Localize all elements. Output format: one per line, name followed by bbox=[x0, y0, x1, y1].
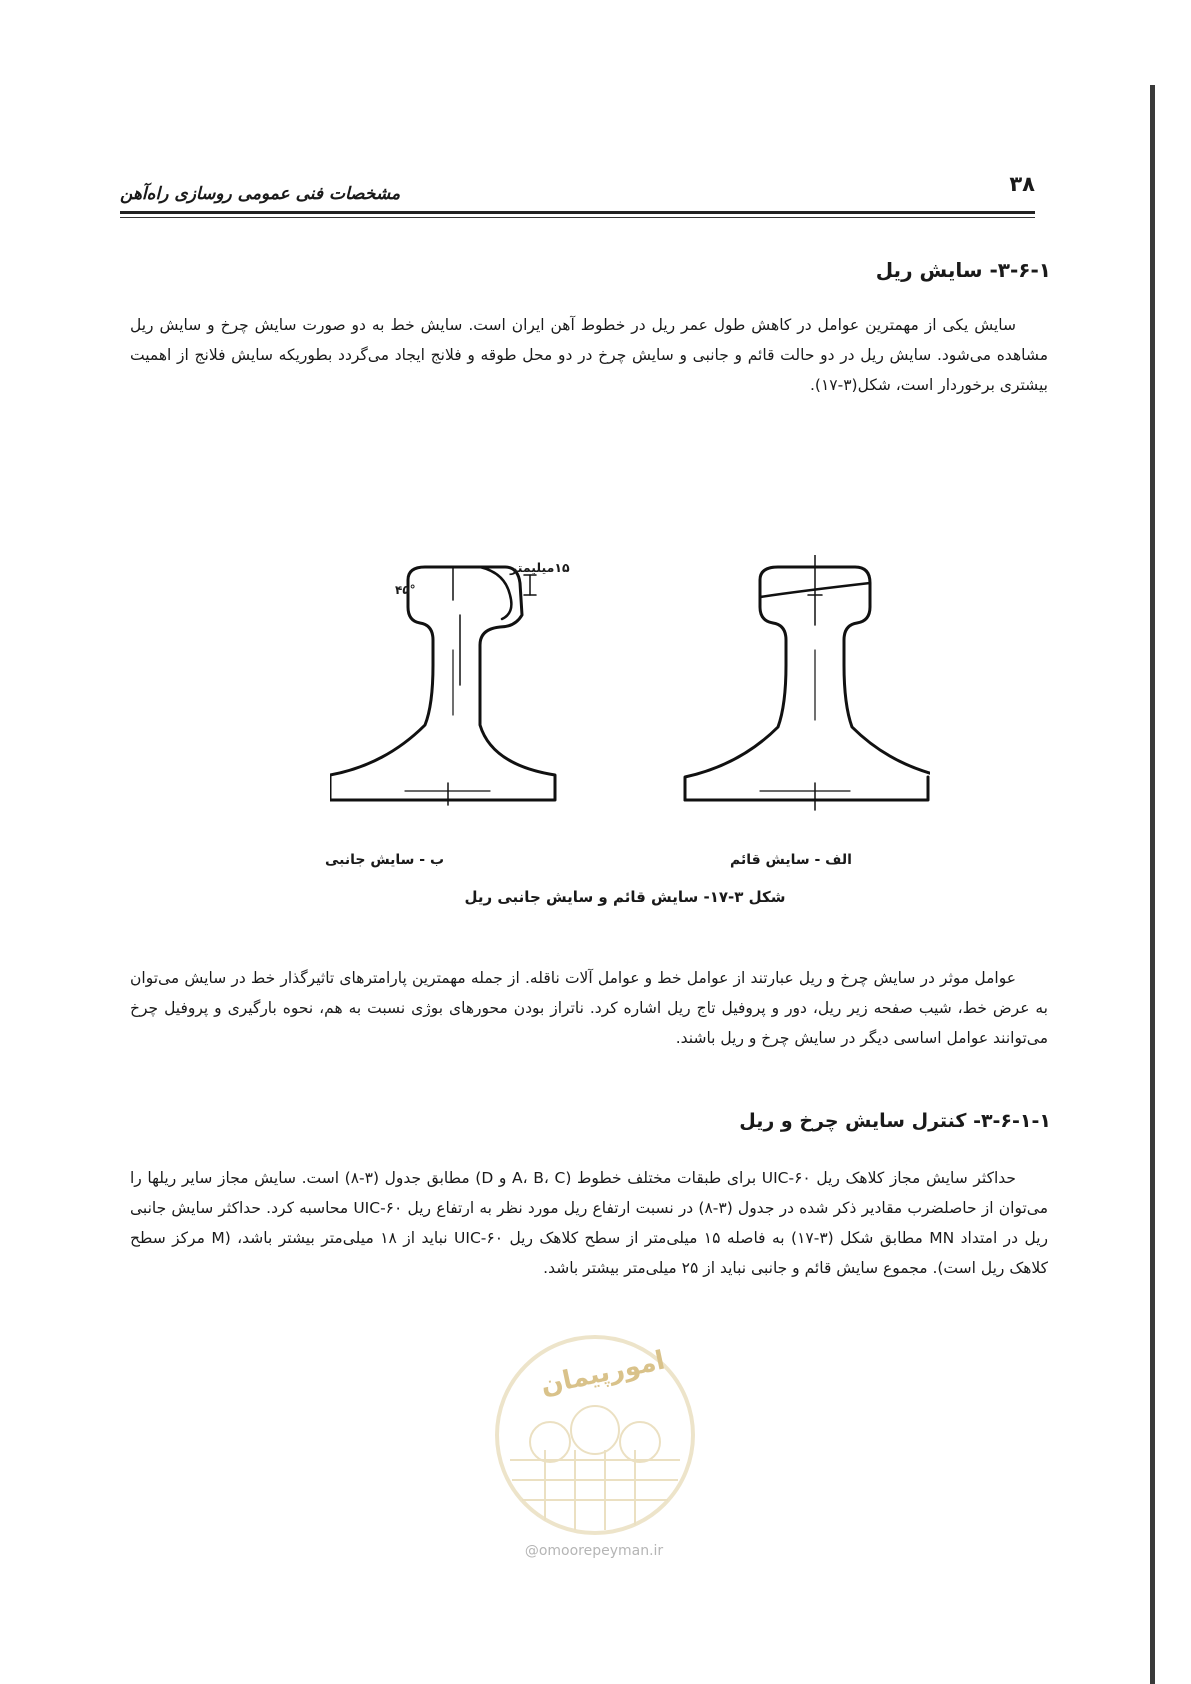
rail-profile-vertical-wear bbox=[685, 567, 930, 800]
angle-annotation: ۴۵° bbox=[395, 583, 416, 597]
rail-profiles-drawing bbox=[330, 555, 930, 815]
paragraph-wear-limits bbox=[130, 1163, 1048, 1283]
watermark-url: @omoorepeyman.ir bbox=[524, 1543, 664, 1559]
worn-corner bbox=[480, 567, 511, 619]
section-heading-rail-wear: ۳-۶-۱- سایش ریل bbox=[875, 258, 1051, 282]
header-rule-thin bbox=[120, 217, 1035, 218]
paragraph-wear-factors bbox=[130, 963, 1048, 1053]
figure-label-lateral-wear: ب - سایش جانبی bbox=[325, 852, 445, 868]
rail-profile-lateral-wear bbox=[330, 567, 555, 800]
paragraph-text: حداکثر سایش مجاز کلاهک ریل UIC-۶۰ برای طبقات مختلف خطوط (A، B، C و D) مطابق جدول (۳-۸) است. سایش مجاز سایر ریلها را می‌توان از حاصلضرب مقادیر ذکر شده در جدول (۳-۸) در نسبت ارتفاع ریل مورد نظر به ارتفاع ریل UIC-۶۰ محاسبه کرد. حداکثر سایش جانبی ریل در امتداد MN مطابق شکل (۳-۱۷) به فاصله ۱۵ میلی‌متر از سطح کلاهک ریل UIC-۶۰ نباید از ۱۸ میلی‌متر بیشتر باشد، (M مرکز سطح کلاهک ریل است). مجموع سایش قائم و جانبی نباید از ۲۵ میلی‌متر بیشتر باشد. bbox=[130, 1169, 1048, 1277]
page-number: ۳۸ bbox=[1009, 172, 1035, 196]
figure-label-vertical-wear: الف - سایش قائم bbox=[730, 852, 852, 868]
watermark-brand-text: امورپیمان bbox=[538, 1345, 668, 1402]
wear-distance-annotation: ۱۵میلیمتر bbox=[510, 560, 570, 575]
paragraph-text: عوامل موثر در سایش چرخ و ریل عبارتند از عوامل خط و عوامل آلات ناقله. از جمله مهمترین پارامترهای تاثیرگذار خط در سایش می‌توان به عرض خط، شیب صفحه زیر ریل، دور و پروفیل تاج ریل اشاره کرد. ناتراز بودن محورهای بوژی نسبت به هم، نحوه بارگیری و پروفیل چرخ می‌توانند عوامل اساسی دیگر در سایش چرخ و ریل باشند. bbox=[130, 969, 1048, 1047]
figure-caption: شکل ۳-۱۷- سایش قائم و سایش جانبی ریل bbox=[464, 888, 786, 906]
section-heading-wear-control: ۳-۶-۱-۱- کنترل سایش چرخ و ریل bbox=[739, 1110, 1051, 1132]
page-header bbox=[120, 170, 1035, 220]
running-title: مشخصات فنی عمومی روسازی راه‌آهن bbox=[120, 184, 401, 204]
rail-wear-figure bbox=[330, 555, 930, 815]
paragraph-rail-wear-intro bbox=[130, 310, 1048, 400]
paragraph-text: سایش یکی از مهمترین عوامل در کاهش طول عمر ریل در خطوط آهن ایران است. سایش خط به دو صورت سایش چرخ و سایش ریل مشاهده می‌شود. سایش ریل در دو حالت قائم و جانبی و سایش چرخ در دو محل طوقه و فلانج ایجاد می‌گردد بطوریکه سایش فلانج از اهمیت بیشتری برخوردار است، شکل(۳-۱۷). bbox=[130, 316, 1048, 394]
header-rule-thick bbox=[120, 211, 1035, 214]
scan-edge-border bbox=[1150, 85, 1155, 1684]
